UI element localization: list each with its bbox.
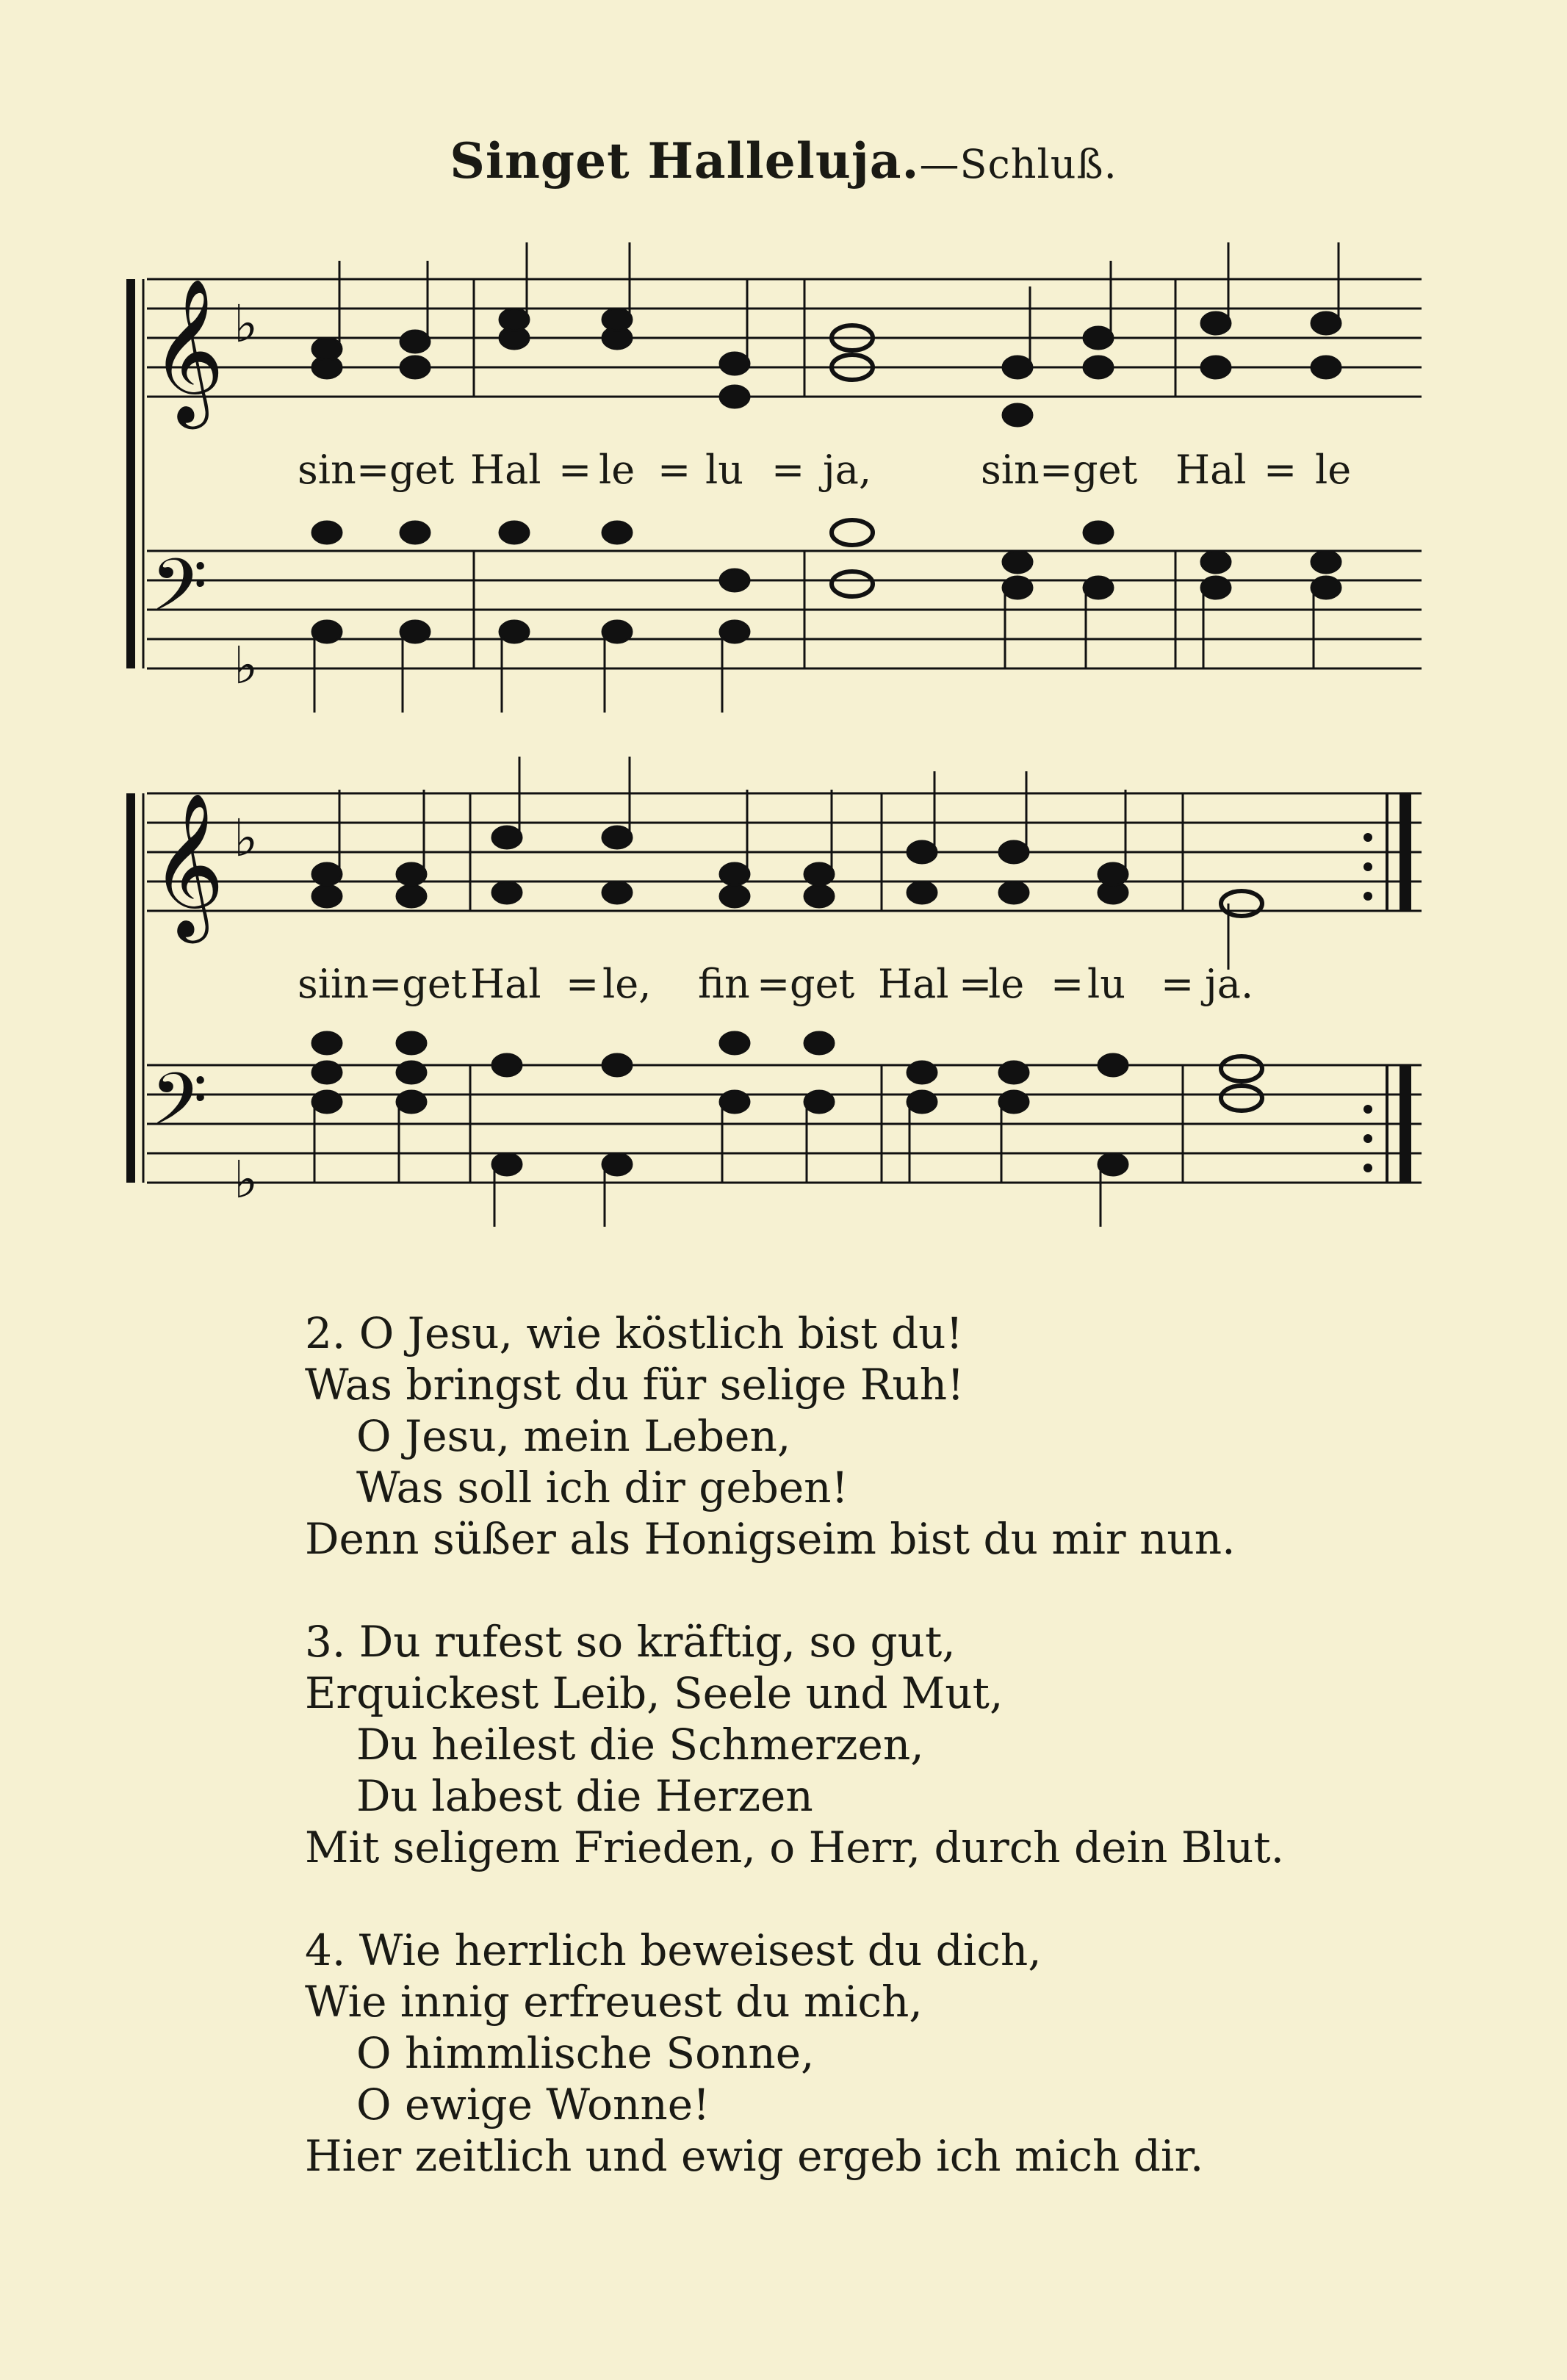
note — [400, 621, 430, 643]
note — [1084, 577, 1113, 599]
note — [1201, 551, 1231, 573]
verse-line: Erquickest Leib, Seele und Mut, — [305, 1668, 1004, 1718]
note — [1311, 312, 1341, 334]
note — [1201, 312, 1231, 334]
note — [602, 1153, 632, 1175]
note — [907, 1061, 937, 1083]
note — [400, 522, 430, 544]
note — [397, 1061, 426, 1083]
half-note — [1221, 1086, 1262, 1111]
note — [602, 826, 632, 848]
note — [400, 356, 430, 378]
note — [492, 881, 522, 904]
syllable: le — [599, 447, 635, 493]
verse-line: O Jesu, mein Leben, — [356, 1411, 791, 1461]
note — [907, 1091, 937, 1113]
note — [602, 522, 632, 544]
verse-line: Du labest die Herzen — [356, 1771, 813, 1821]
syllable: ja, — [823, 447, 872, 493]
note — [397, 863, 426, 885]
note — [492, 1153, 522, 1175]
treble-notes — [312, 242, 1341, 426]
verse-4 — [305, 1925, 1407, 2182]
verse-line: 2. O Jesu, wie köstlich bist du! — [305, 1308, 963, 1358]
verse-number: 2. — [305, 1308, 346, 1358]
syllable: = — [771, 447, 805, 493]
note — [312, 338, 342, 360]
syllable: = — [959, 961, 993, 1007]
note — [1311, 356, 1341, 378]
note — [312, 621, 342, 643]
note — [720, 353, 749, 375]
note — [1084, 522, 1113, 544]
verse-number: 4. — [305, 1925, 346, 1975]
treble-clef: 𝄞 — [151, 278, 225, 423]
note — [1084, 356, 1113, 378]
syllable: = — [1161, 961, 1195, 1007]
note — [720, 386, 749, 408]
syllable: le — [988, 961, 1025, 1007]
key-flat: ♭ — [234, 1150, 259, 1210]
note — [999, 841, 1029, 863]
note — [1201, 356, 1231, 378]
verse-line: Was soll ich dir geben! — [356, 1463, 849, 1512]
verse-line: Du heilest die Schmerzen, — [356, 1720, 924, 1770]
bass-clef: 𝄢 — [151, 544, 208, 646]
note — [312, 522, 342, 544]
syllable: = — [558, 447, 592, 493]
key-flat: ♭ — [234, 635, 259, 696]
verse-line: Wie innig erfreuest du mich, — [305, 1977, 923, 2027]
syllable: Hal — [470, 961, 541, 1007]
treble-notes — [312, 757, 1262, 970]
lyrics-system-2 — [0, 961, 1567, 1020]
note — [312, 885, 342, 907]
note — [1201, 577, 1231, 599]
note — [312, 1091, 342, 1113]
syllable: get — [790, 961, 855, 1007]
note — [602, 309, 632, 331]
note — [312, 863, 342, 885]
note — [500, 522, 529, 544]
bass-notes — [312, 1032, 1262, 1227]
page-title — [0, 132, 1567, 190]
verse-line: Mit seligem Frieden, o Herr, durch dein Blut. — [305, 1822, 1285, 1872]
note — [602, 881, 632, 904]
note — [312, 1032, 342, 1054]
bass-notes — [312, 520, 1341, 713]
note — [804, 1032, 834, 1054]
syllable: sin — [981, 447, 1040, 493]
note — [397, 1032, 426, 1054]
note — [1098, 863, 1128, 885]
syllable: siin=get — [298, 961, 467, 1007]
verse-line: Hier zeitlich und ewig ergeb ich mich dir. — [305, 2131, 1204, 2181]
note — [400, 331, 430, 353]
half-note — [832, 571, 873, 596]
note — [999, 881, 1029, 904]
syllable: ja. — [1205, 961, 1254, 1007]
note — [907, 881, 937, 904]
final-thick-bar — [1400, 793, 1411, 911]
syllable: Hal — [878, 961, 949, 1007]
note — [720, 569, 749, 591]
verse-line: O himmlische Sonne, — [356, 2028, 815, 2078]
note — [1003, 577, 1032, 599]
note — [804, 1091, 834, 1113]
note — [1003, 356, 1032, 378]
note — [720, 1091, 749, 1113]
note — [312, 1061, 342, 1083]
verse-line: O ewige Wonne! — [356, 2080, 710, 2130]
syllable: le, — [602, 961, 652, 1007]
verses — [305, 1308, 1407, 2233]
syllable: get — [1073, 447, 1138, 493]
half-note — [832, 520, 873, 545]
syllable: lu — [1087, 961, 1126, 1007]
syllable: get — [389, 447, 455, 493]
note — [720, 1032, 749, 1054]
note — [1003, 551, 1032, 573]
note — [1084, 327, 1113, 349]
key-flat: ♭ — [234, 294, 259, 354]
verse-line: 4. Wie herrlich beweisest du dich, — [305, 1925, 1042, 1975]
syllable: = — [356, 447, 390, 493]
syllable: Hal — [1175, 447, 1247, 493]
verse-line: 3. Du rufest so kräftig, so gut, — [305, 1617, 956, 1667]
note — [602, 621, 632, 643]
note — [720, 621, 749, 643]
final-thick-bar — [1400, 1065, 1411, 1183]
note — [397, 1091, 426, 1113]
syllable: fin — [698, 961, 750, 1007]
bass-clef: 𝄢 — [151, 1058, 208, 1160]
syllable: sin — [298, 447, 356, 493]
syllable: lu — [705, 447, 744, 493]
note — [804, 885, 834, 907]
key-flat: ♭ — [234, 808, 259, 868]
note — [492, 826, 522, 848]
treble-clef: 𝄞 — [151, 792, 225, 937]
note — [1098, 1054, 1128, 1076]
note — [1003, 404, 1032, 426]
note — [999, 1061, 1029, 1083]
syllable: = — [1040, 447, 1073, 493]
note — [804, 863, 834, 885]
half-note — [1221, 1056, 1262, 1081]
syllable: Hal — [470, 447, 541, 493]
note — [500, 621, 529, 643]
syllable: = — [757, 961, 790, 1007]
lyrics-system-1 — [0, 447, 1567, 505]
note — [1311, 551, 1341, 573]
note — [500, 309, 529, 331]
verse-2 — [305, 1308, 1407, 1565]
note — [492, 1054, 522, 1076]
note — [1098, 1153, 1128, 1175]
note — [397, 885, 426, 907]
note — [720, 863, 749, 885]
syllable: = — [1051, 961, 1084, 1007]
note — [907, 841, 937, 863]
note — [602, 1054, 632, 1076]
syllable: = — [566, 961, 599, 1007]
note — [720, 885, 749, 907]
verse-line: Was bringst du für selige Ruh! — [305, 1360, 965, 1410]
note — [999, 1091, 1029, 1113]
verse-line: Denn süßer als Honigseim bist du mir nun. — [305, 1514, 1236, 1564]
title-sub: —Schluß. — [919, 141, 1117, 187]
title-main: Singet Halleluja. — [450, 132, 920, 190]
syllable: = — [658, 447, 691, 493]
syllable: le — [1315, 447, 1352, 493]
note — [1311, 577, 1341, 599]
verse-number: 3. — [305, 1617, 346, 1667]
syllable: = — [1264, 447, 1297, 493]
verse-3 — [305, 1616, 1407, 1873]
half-note — [1221, 891, 1262, 916]
